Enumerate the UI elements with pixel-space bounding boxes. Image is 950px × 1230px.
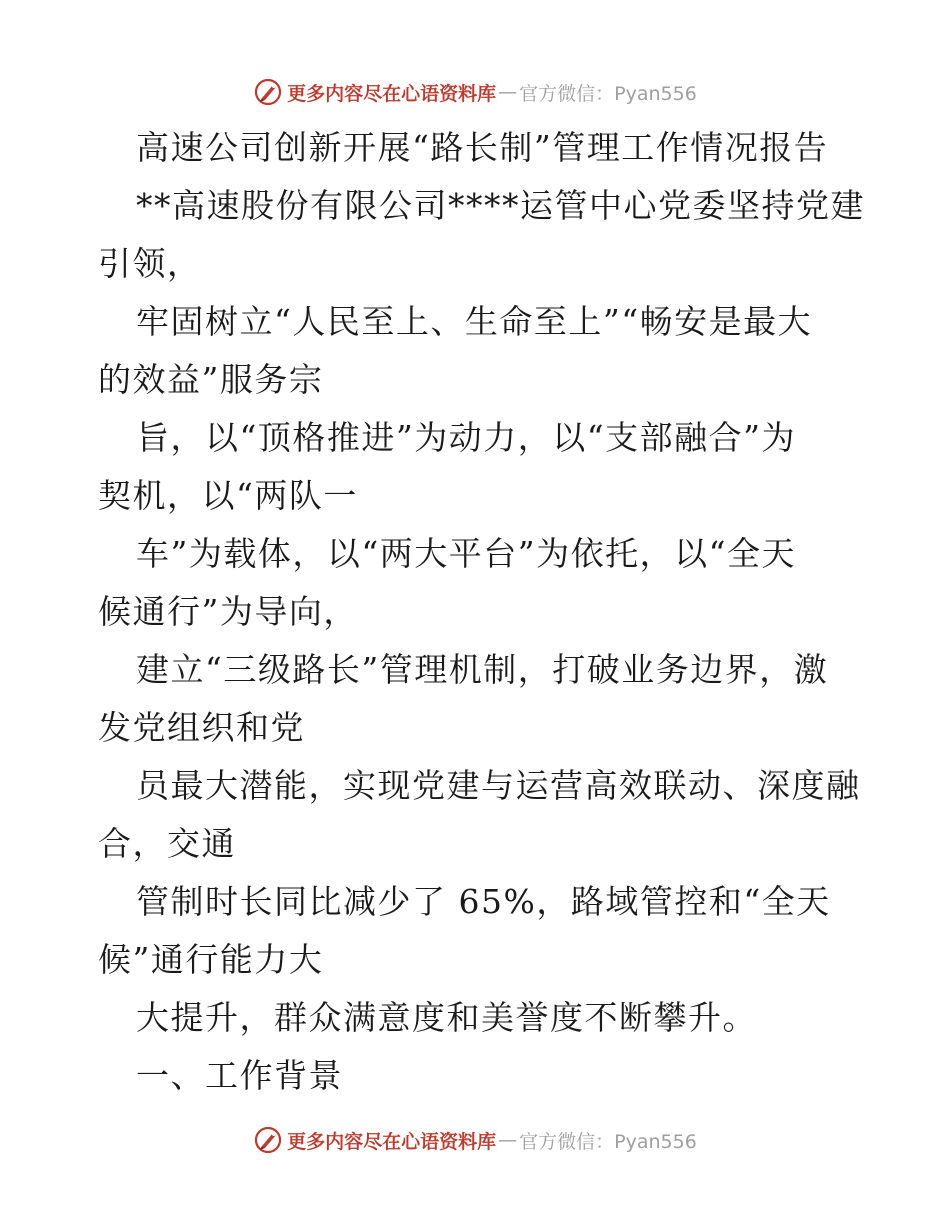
document-line: 发党组织和党 <box>98 708 305 747</box>
document-line: 管制时长同比减少了 65%，路域管控和“全天 <box>136 882 831 921</box>
banner-separator: — <box>498 81 518 103</box>
document-line: 牢固树立“人民至上、生命至上”“畅安是最大 <box>136 302 813 341</box>
section-heading: 一、工作背景 <box>136 1056 343 1095</box>
banner-site-text: 更多内容尽在心语资料库 <box>287 1130 497 1153</box>
document-line: 契机，以“两队一 <box>98 476 358 515</box>
document-line: 候通行”为导向， <box>98 592 358 631</box>
banner-site-text: 更多内容尽在心语资料库 <box>287 82 497 105</box>
document-line: 的效益”服务宗 <box>98 360 324 399</box>
banner-wechat-text: 官方微信：Pyan556 <box>519 1130 697 1153</box>
document-body <box>98 119 865 1105</box>
document-line: **高速股份有限公司****运管中心党委坚持党建 <box>136 186 865 225</box>
document-line: 旨，以“顶格推进”为动力，以“支部融合”为 <box>136 418 796 457</box>
document-line: 车”为载体，以“两大平台”为依托，以“全天 <box>136 534 796 573</box>
document-line: 大提升，群众满意度和美誉度不断攀升。 <box>136 998 757 1037</box>
document-line: 建立“三级路长”管理机制，打破业务边界，激 <box>136 650 829 689</box>
banner-separator: — <box>498 1129 518 1151</box>
quill-pen-logo-icon <box>253 1125 283 1155</box>
document-line: 引领， <box>98 244 202 283</box>
banner-wechat-text: 官方微信：Pyan556 <box>519 82 697 105</box>
document-line: 合，交通 <box>98 824 236 863</box>
header-watermark-banner <box>0 72 950 112</box>
footer-watermark-banner <box>0 1120 950 1160</box>
document-title: 高速公司创新开展“路长制”管理工作情况报告 <box>136 128 829 167</box>
document-line: 候”通行能力大 <box>98 940 324 979</box>
quill-pen-logo-icon <box>253 77 283 107</box>
document-line: 员最大潜能，实现党建与运营高效联动、深度融 <box>136 766 861 805</box>
